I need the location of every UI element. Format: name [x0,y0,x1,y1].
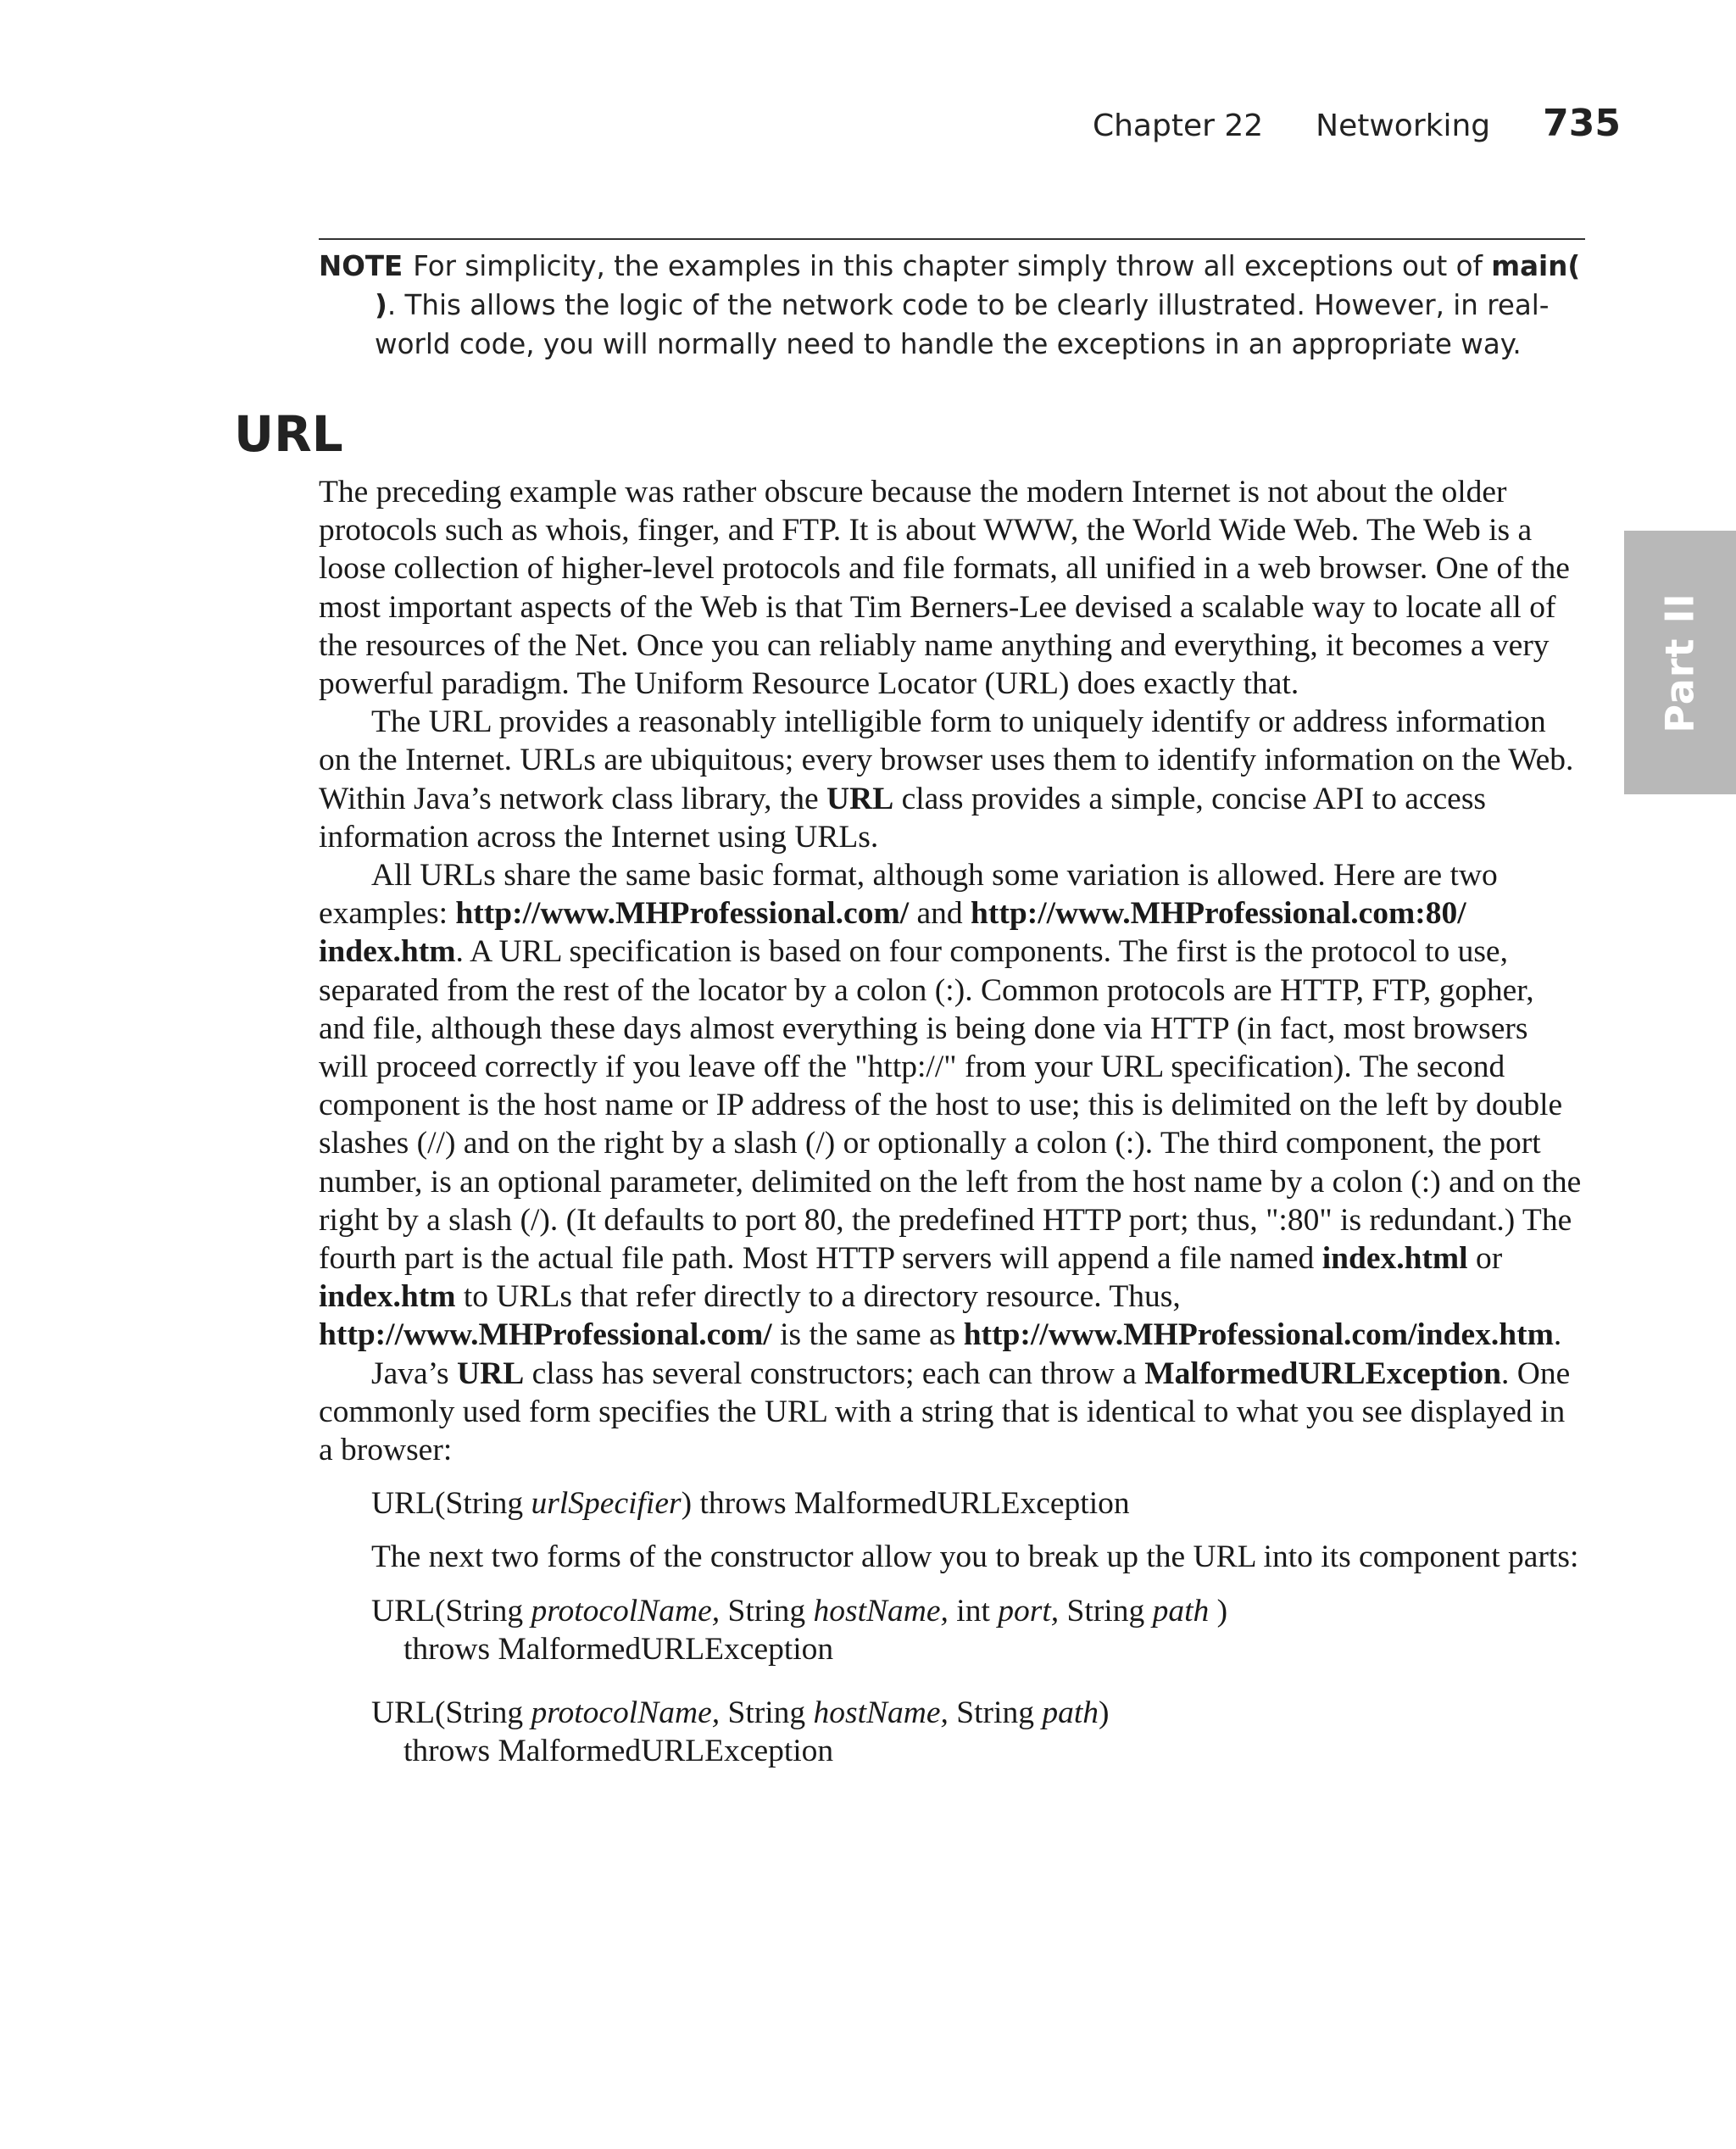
body-text [319,473,1583,1796]
text-run: class has several constructors; each can throw a [524,1356,1145,1391]
code-param: port, [998,1593,1060,1628]
code-continuation: throws MalformedURLException [403,1631,834,1667]
note-text: For simplicity, the examples in this chapter simply throw all exceptions out of [413,250,1492,282]
text-run: . [1553,1317,1562,1353]
url-example: http://www.MHProfessional.com/ [319,1317,772,1353]
text-run: . A URL specification is based on four components. The first is the protocol to use, separated from the rest of the locator by a colon (:). Common protocols are HTTP, FTP, gopher, and file, although these days almost everything is being done via HTTP (in fact, most browsers will proceed correctly if you leave off the "http://" from your URL specification). The second component is the host name or IP address of the host to use; this is delimited on the left by double slashes (//) and on the right by a slash (/) or optionally a colon (:). The third component, the port number, is an optional parameter, delimited on the left from the host name by a colon (:) and on the right by a slash (/). (It defaults to port 80, the predefined HTTP port; thus, ":80" is redundant.) The fourth part is the actual file path. Most HTTP servers will append a file named [319,934,1582,1277]
paragraph-5: The next two forms of the constructor allow you to break up the URL into its component parts: [371,1539,1579,1575]
url-example: http://www.MHProfessional.com/index.htm [963,1317,1554,1353]
code-text: URL(String [371,1486,531,1522]
code-text: String [948,1695,1043,1731]
code-text: int [948,1593,999,1628]
note-box [319,238,1585,364]
code-text: ) [1209,1593,1228,1628]
constructor-signature-1 [371,1484,1583,1523]
file-name: index.htm [319,1279,456,1315]
code-text: String [720,1695,814,1731]
text-run: or [1467,1241,1503,1277]
code-param: path [1042,1695,1099,1731]
paragraph-4 [319,1355,1583,1470]
chapter-label: Chapter 22 [1092,109,1264,143]
page-number: 735 [1543,102,1621,145]
code-text: String [720,1593,814,1628]
paragraph-3 [319,856,1583,1355]
code-text: String [1059,1593,1153,1628]
code-param: hostName, [813,1695,949,1731]
paragraph-2 [319,703,1583,856]
text-run: to URLs that refer directly to a directory resource. Thus, [455,1279,1181,1315]
note-paragraph [319,247,1585,364]
code-text: ) [1099,1695,1110,1731]
exception-name: MalformedURLException [1144,1356,1502,1391]
class-name: URL [826,781,894,816]
note-text: . This allows the logic of the network code to be clearly illustrated. However, in real-world code, you will normally need to handle the exceptions in an appropriate way. [375,289,1550,360]
file-name: index.html [1321,1241,1468,1277]
code-param: path [1152,1593,1210,1628]
code-text: URL(String [371,1695,531,1731]
code-param: urlSpecifier [531,1486,682,1522]
constructor-signature-2 [371,1592,1583,1668]
note-label: NOTE [319,250,403,282]
text-run: . One commonly used form specifies the URL with a string that is identical to what you see displayed in a browser: [319,1356,1571,1468]
code-text: ) throws MalformedURLException [681,1486,1130,1522]
text-run: is the same as [771,1317,964,1353]
part-side-tab [1624,531,1736,794]
code-text: URL(String [371,1593,531,1628]
running-header [1093,102,1621,145]
text-run: and [909,896,971,932]
text-run: Java’s [371,1356,458,1391]
text-run: The URL provides a reasonably intelligible form to uniquely identify or address information on the Internet. URLs are ubiquitous; every browser uses them to identify information on the Web. Within Java’s network class library, the [319,704,1574,816]
note-code: main( ) [375,250,1581,321]
code-param: protocolName, [531,1695,721,1731]
text-run: class provides a simple, concise API to access information across the Internet using URLs. [319,781,1487,855]
section-title: URL [234,405,343,463]
chapter-title: Networking [1316,109,1491,143]
url-example: http://www.MHProfessional.com/ [455,896,910,932]
code-continuation: throws MalformedURLException [403,1734,834,1769]
part-tab-label: Part II [1657,592,1704,733]
url-example: http://www.MHProfessional.com:80/ index.htm [319,896,1466,970]
code-param: protocolName, [531,1593,721,1628]
constructor-signature-3 [371,1694,1583,1770]
text-run: All URLs share the same basic format, although some variation is allowed. Here are two examples: [319,858,1498,932]
class-name: URL [457,1356,525,1391]
paragraph-1: The preceding example was rather obscure because the modern Internet is not about the older protocols such as whois, finger, and FTP. It is about WWW, the World Wide Web. The Web is a loose collection of higher-level protocols and file formats, all unified in a web browser. One of the most important aspects of the Web is that Tim Berners-Lee devised a scalable way to locate all of the resources of the Net. Once you can reliably name anything and everything, it becomes a very powerful paradigm. The Uniform Resource Locator (URL) does exactly that. [319,475,1570,702]
code-param: hostName, [813,1593,949,1628]
